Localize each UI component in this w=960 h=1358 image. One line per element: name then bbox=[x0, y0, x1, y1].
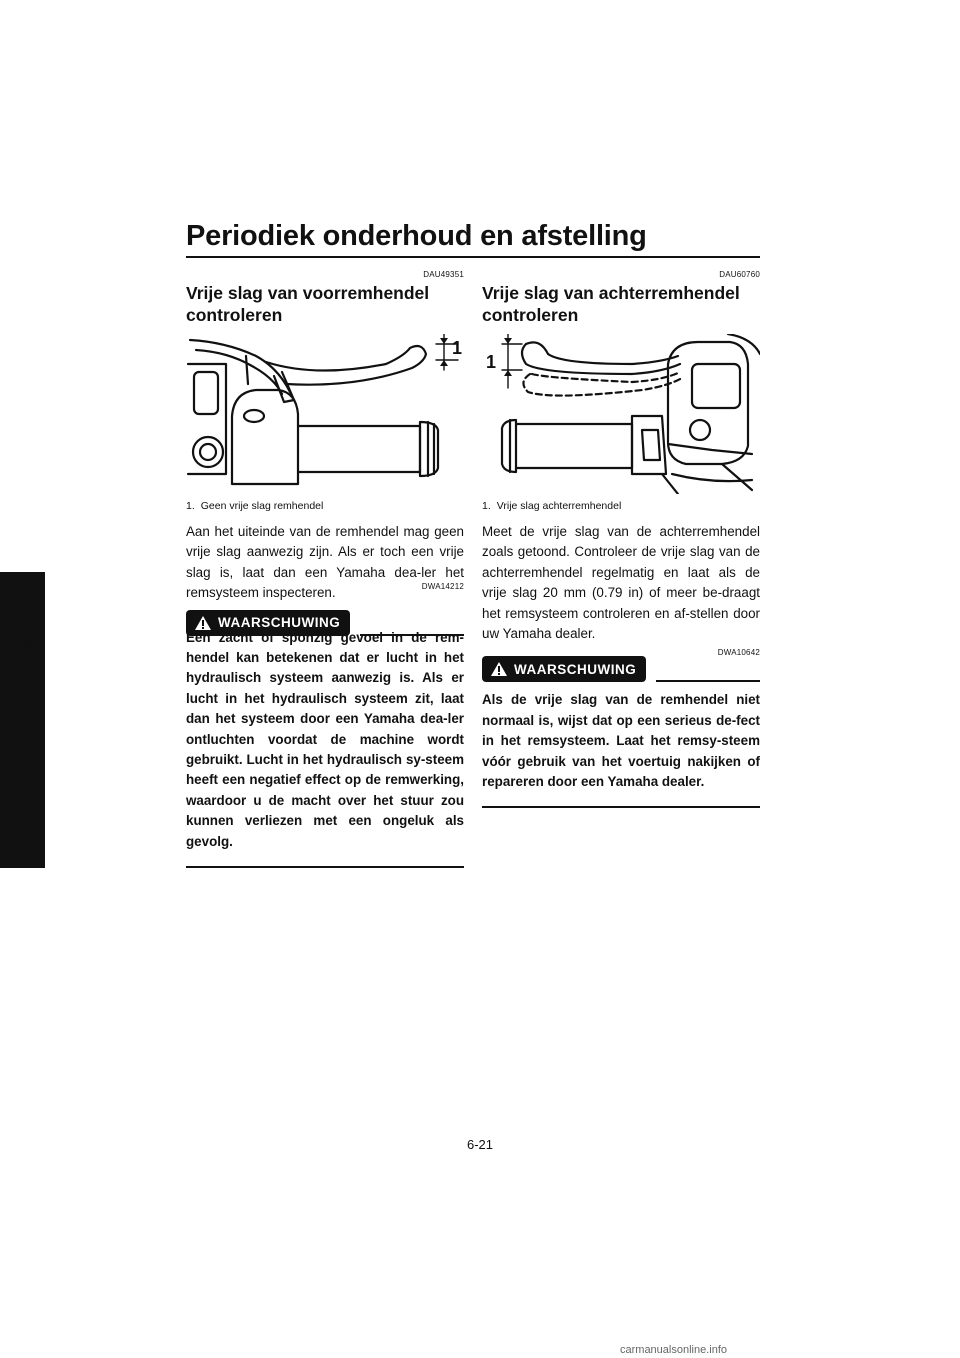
front-brake-lever-illustration bbox=[186, 334, 464, 494]
caption-text: Vrije slag achterremhendel bbox=[496, 500, 622, 512]
warning-end-rule bbox=[482, 806, 760, 808]
warning-header bbox=[482, 656, 760, 682]
body-paragraph: Aan het uiteinde van de remhendel mag geen vrije slag aanwezig zijn. Als er toch een vrije slag is, laat dan een Yamaha dea-ler het remsysteem inspecteren. bbox=[186, 524, 464, 601]
watermark: carmanualsonline.info bbox=[620, 1344, 728, 1356]
warning-badge bbox=[482, 656, 646, 682]
body-paragraph: Meet de vrije slag van de achterremhendel zoals getoond. Controleer de vrije slag van de achterremhendel regelmatig en laat als de vrije slag 20 mm (0.79 in) of meer be-draagt het remsysteem controleren en af-stellen door uw Yamaha dealer. bbox=[482, 524, 760, 642]
page-number: 6-21 bbox=[466, 1137, 494, 1152]
warning-end-rule bbox=[186, 866, 464, 868]
rear-lever-drawing bbox=[482, 334, 760, 494]
figure-caption bbox=[186, 500, 464, 512]
warning-text: Een zacht of sponzig gevoel in de rem-hendel kan betekenen dat er lucht in het hydraulisch systeem aanwezig is. Als er lucht in het hydraulisch systeem zit, laat dan het systeem door een Yamaha dea-ler ontluchten voordat de machine wordt gebruikt. Lucht in het hydraulisch sy-steem heeft een negatief effect op de remwerking, waardoor u de macht over het stuur zou kunnen verliezen met een ongeluk als gevolg. bbox=[186, 629, 464, 849]
warning-label: WAARSCHUWING bbox=[218, 615, 341, 631]
warning-triangle-icon bbox=[490, 661, 508, 677]
caption-number: 1. bbox=[186, 500, 195, 512]
section-title: Vrije slag van achterremhendel controleren bbox=[482, 283, 740, 325]
warning-label: WAARSCHUWING bbox=[514, 661, 637, 677]
left-column bbox=[186, 270, 464, 868]
figure-caption bbox=[482, 500, 760, 512]
warning-text: Als de vrije slag van de remhendel niet normaal is, wijst dat op een serieus de-fect in het remsysteem. Laat het remsy-steem vóór gebruik van het voertuig nakijken of repareren door een Yamaha dealer. bbox=[482, 692, 760, 790]
right-column bbox=[482, 270, 760, 808]
callout-label: 1 bbox=[486, 352, 497, 372]
page-title: Periodiek onderhoud en afstelling bbox=[186, 220, 647, 252]
chapter-tab bbox=[0, 572, 45, 868]
section-title: Vrije slag van voorremhendel controleren bbox=[186, 283, 430, 325]
warning-code: DWA10642 bbox=[717, 648, 760, 658]
section-code: DAU49351 bbox=[423, 270, 464, 279]
section-code: DAU60760 bbox=[719, 270, 760, 279]
chapter-number: 6 bbox=[22, 634, 33, 655]
caption-number: 1. bbox=[482, 500, 491, 512]
front-lever-drawing bbox=[186, 334, 464, 494]
header-rule bbox=[186, 256, 760, 258]
warning-rule bbox=[656, 680, 760, 682]
callout-label: 1 bbox=[452, 338, 463, 358]
caption-text: Geen vrije slag remhendel bbox=[200, 500, 324, 512]
rear-brake-lever-illustration bbox=[482, 334, 760, 494]
warning-code: DWA14212 bbox=[421, 581, 464, 591]
